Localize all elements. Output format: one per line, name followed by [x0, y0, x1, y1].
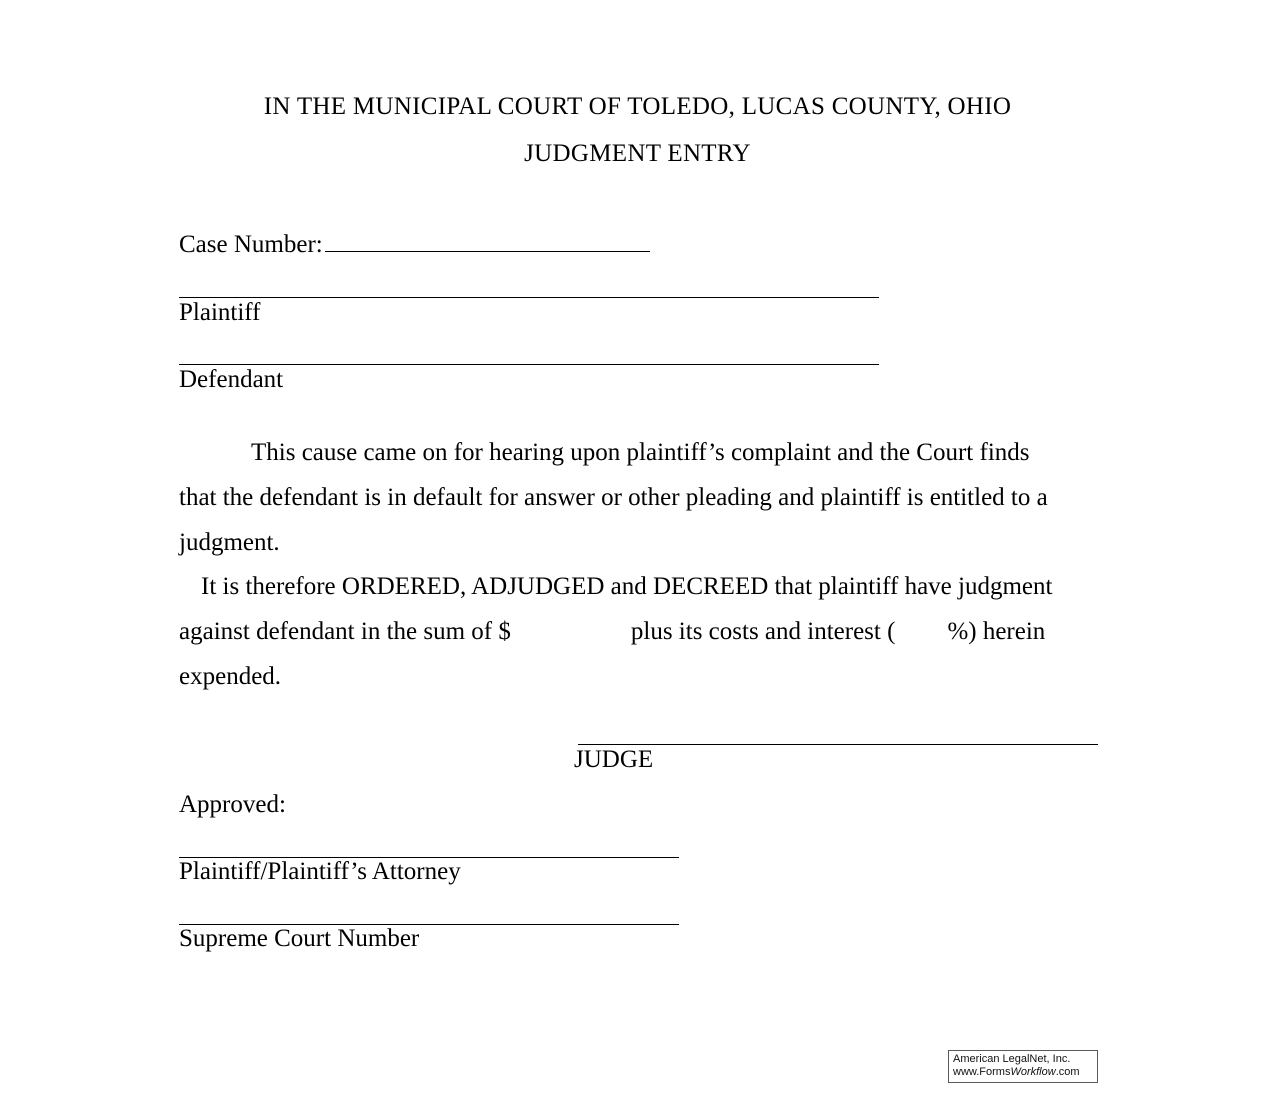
plaintiff-label: Plaintiff	[179, 299, 261, 326]
legalnet-website-italic: Workflow	[1010, 1066, 1056, 1078]
paragraph-order-text-3: %) herein expended.	[179, 618, 1046, 690]
case-number-input[interactable]	[325, 232, 650, 252]
defendant-label: Defendant	[179, 366, 284, 393]
approved-label: Approved:	[179, 791, 286, 818]
case-number-label: Case Number:	[179, 231, 323, 258]
judge-label: JUDGE	[574, 746, 654, 773]
judge-signature-input[interactable]	[578, 744, 1098, 745]
legalnet-website	[953, 1066, 1093, 1079]
page-subtitle: JUDGMENT ENTRY	[524, 140, 751, 167]
legalnet-footer-stamp	[948, 1050, 1098, 1083]
page-title: IN THE MUNICIPAL COURT OF TOLEDO, LUCAS COUNTY, OHIO	[263, 93, 1012, 120]
case-number-row	[179, 231, 650, 259]
defendant-name-input[interactable]	[179, 364, 879, 365]
legalnet-website-suffix: .com	[1055, 1066, 1080, 1078]
supreme-court-number-label: Supreme Court Number	[179, 925, 420, 952]
plaintiff-name-input[interactable]	[179, 297, 879, 298]
legalnet-website-prefix: www.Forms	[953, 1066, 1011, 1078]
paragraph-order-text-2: plus its costs and interest (	[630, 618, 896, 645]
paragraph-default-finding-text: This cause came on for hearing upon plaintiff’s complaint and the Court finds that the defendant is in default for answer or other pleading and plaintiff is entitled to a judgment.	[179, 439, 1048, 556]
paragraph-order	[179, 564, 1059, 699]
attorney-label: Plaintiff/Plaintiff’s Attorney	[179, 858, 461, 885]
paragraph-order-text-1: It is therefore ORDERED, ADJUDGED and DECREED that plaintiff have judgment against defendant in the sum of $	[179, 573, 1053, 645]
paragraph-default-finding	[179, 430, 1059, 565]
legalnet-company-name: American LegalNet, Inc.	[953, 1053, 1071, 1065]
